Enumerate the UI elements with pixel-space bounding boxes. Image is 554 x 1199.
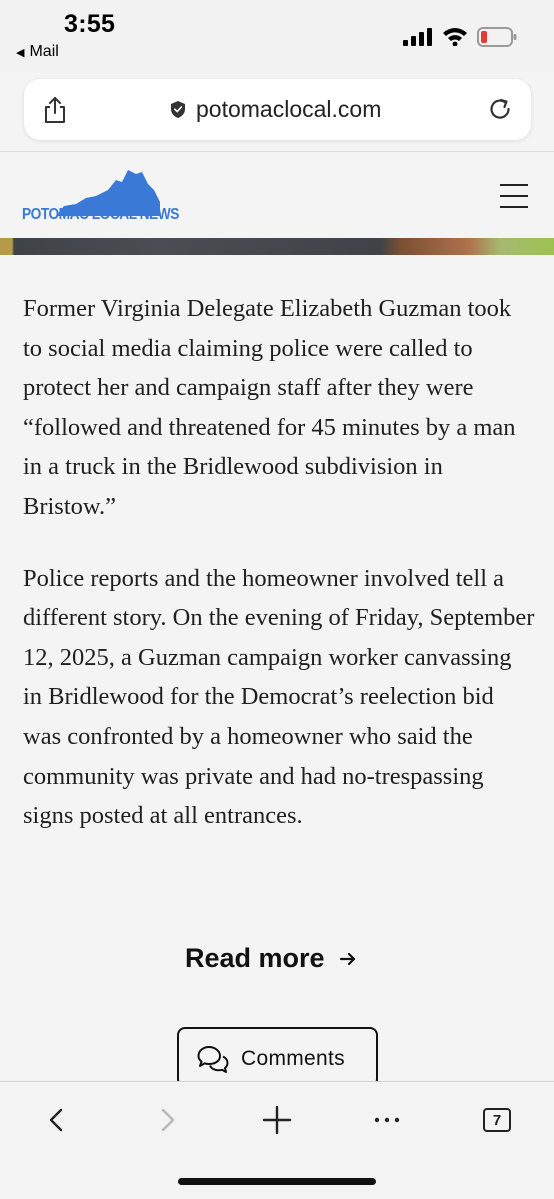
back-app-label: Mail — [29, 43, 59, 60]
url-display[interactable] — [170, 96, 381, 123]
home-indicator[interactable] — [178, 1178, 376, 1185]
article-paragraph: Former Virginia Delegate Elizabeth Guzman took to social media claiming police were called to protect her and campaign staff after they were “followed and threatened for 45 minutes by a man in a truck in the Bridlewood subdivision in Bristow.” — [23, 295, 516, 520]
shield-icon — [170, 100, 186, 119]
site-logo-text: POTOMAC LOCAL NEWS — [22, 206, 179, 223]
tabs-icon[interactable] — [477, 1104, 517, 1136]
more-icon[interactable] — [367, 1104, 407, 1136]
site-logo[interactable] — [20, 168, 179, 228]
site-header — [0, 152, 554, 238]
status-bar — [0, 0, 554, 72]
article-body — [23, 289, 535, 868]
hamburger-menu-icon[interactable] — [500, 184, 528, 208]
status-time: 3:55 — [64, 10, 116, 38]
article-paragraph: Police reports and the homeowner involved tell a different story. On the evening of Friday, September 12, 2025, a Guzman campaign worker canvassing in Bridlewood for the Democrat’s reelection bid was confronted by a homeowner who said the community was private and had no-trespassing signs posted at all entrances. — [23, 564, 535, 830]
forward-icon[interactable] — [147, 1104, 187, 1136]
signal-icon — [403, 28, 435, 46]
read-more-label: Read more — [185, 943, 325, 973]
comments-button[interactable] — [177, 1027, 378, 1087]
read-more-link[interactable] — [185, 943, 357, 974]
wifi-icon — [442, 26, 468, 46]
chat-bubbles-icon — [197, 1044, 229, 1074]
reload-icon[interactable] — [487, 96, 513, 122]
new-tab-icon[interactable] — [257, 1104, 297, 1136]
address-bar[interactable] — [24, 79, 531, 140]
arrow-right-icon — [339, 950, 357, 968]
url-text: potomaclocal.com — [196, 96, 382, 122]
back-icon[interactable] — [37, 1104, 77, 1136]
share-icon[interactable] — [42, 96, 68, 124]
back-to-mail-link[interactable] — [16, 43, 59, 61]
comments-label: Comments — [241, 1047, 345, 1070]
battery-low-icon — [477, 27, 517, 47]
back-triangle-icon: ◀ — [16, 46, 25, 59]
hero-image — [0, 238, 554, 255]
tab-count: 7 — [483, 1108, 511, 1132]
